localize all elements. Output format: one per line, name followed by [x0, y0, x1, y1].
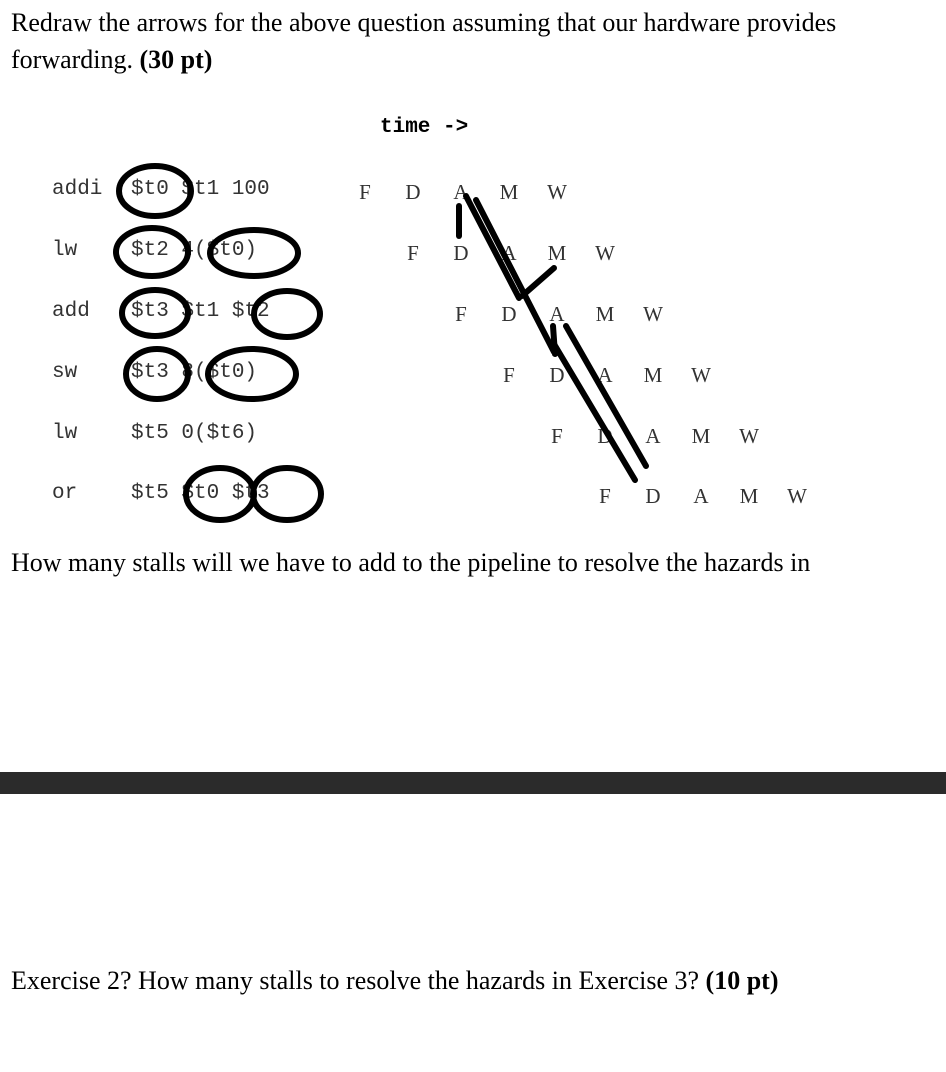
question-how-many-stalls: How many stalls will we have to add to the pipeline to resolve the hazards in — [11, 548, 811, 577]
stage-4-F: F — [551, 424, 563, 448]
stage-2-D: D — [501, 302, 517, 326]
stage-1-D: D — [453, 241, 469, 265]
instr-4-args: $t5 0($t6) — [131, 422, 258, 445]
instr-4-op: lw — [52, 422, 78, 445]
question-1-points: (30 pt) — [139, 45, 213, 74]
stage-2-W: W — [643, 302, 663, 326]
instr-0-op: addi — [52, 178, 103, 201]
stage-0-A: A — [453, 180, 469, 204]
stage-0-M: M — [499, 180, 519, 204]
instr-1-args: $t2 4($t0) — [131, 239, 258, 262]
circle-add-t2 — [254, 291, 320, 337]
stage-5-W: W — [787, 484, 807, 508]
stage-2-M: M — [595, 302, 615, 326]
forward-arrow-3 — [566, 326, 646, 466]
page-divider — [0, 772, 946, 794]
stage-3-F: F — [503, 363, 515, 387]
stage-1-F: F — [407, 241, 419, 265]
stage-1-W: W — [595, 241, 615, 265]
stage-3-W: W — [691, 363, 711, 387]
circle-add-t3 — [122, 290, 188, 336]
stage-0-F: F — [359, 180, 371, 204]
stage-5-M: M — [739, 484, 759, 508]
stage-4-A: A — [645, 424, 661, 448]
circle-or-t0 — [186, 468, 254, 520]
forward-cross — [522, 268, 554, 296]
instr-2-args: $t3 $t1 $t2 — [131, 300, 270, 323]
time-axis-label: time -> — [380, 116, 469, 139]
stage-3-D: D — [549, 363, 565, 387]
forward-arrow-1 — [466, 196, 519, 298]
stage-5-F: F — [599, 484, 611, 508]
stage-4-M: M — [691, 424, 711, 448]
stage-1-A: A — [501, 241, 517, 265]
circle-lw-t2 — [116, 228, 188, 276]
question-1-body: Redraw the arrows for the above question assuming that our hardware provides forwarding. — [11, 8, 837, 74]
stage-4-D: D — [597, 424, 613, 448]
stage-2-F: F — [455, 302, 467, 326]
stage-0-D: D — [405, 180, 421, 204]
question-2-text — [11, 962, 778, 999]
circle-lw-t0 — [210, 230, 298, 276]
instr-5-op: or — [52, 482, 78, 505]
circle-sw-t0 — [208, 349, 296, 399]
circle-or-t3 — [253, 468, 321, 520]
instr-3-op: sw — [52, 361, 78, 384]
stage-3-A: A — [597, 363, 613, 387]
instr-2-op: add — [52, 300, 90, 323]
question-2-body: Exercise 2? How many stalls to resolve the hazards in Exercise 3? — [11, 966, 700, 995]
circle-sw-t3 — [126, 349, 188, 399]
instr-5-args: $t5 $t0 $t3 — [131, 482, 270, 505]
instr-3-args: $t3 8($t0) — [131, 361, 258, 384]
stage-2-A: A — [549, 302, 565, 326]
instr-1-op: lw — [52, 239, 78, 262]
question-2-points: (10 pt) — [705, 966, 779, 995]
stage-3-M: M — [643, 363, 663, 387]
stage-5-A: A — [693, 484, 709, 508]
forward-arrow-4 — [554, 344, 635, 480]
circle-addi-t0 — [119, 166, 191, 216]
stage-4-W: W — [739, 424, 759, 448]
stage-0-W: W — [547, 180, 567, 204]
stage-1-M: M — [547, 241, 567, 265]
stage-5-D: D — [645, 484, 661, 508]
instr-0-args: $t0 $t1 100 — [131, 178, 270, 201]
